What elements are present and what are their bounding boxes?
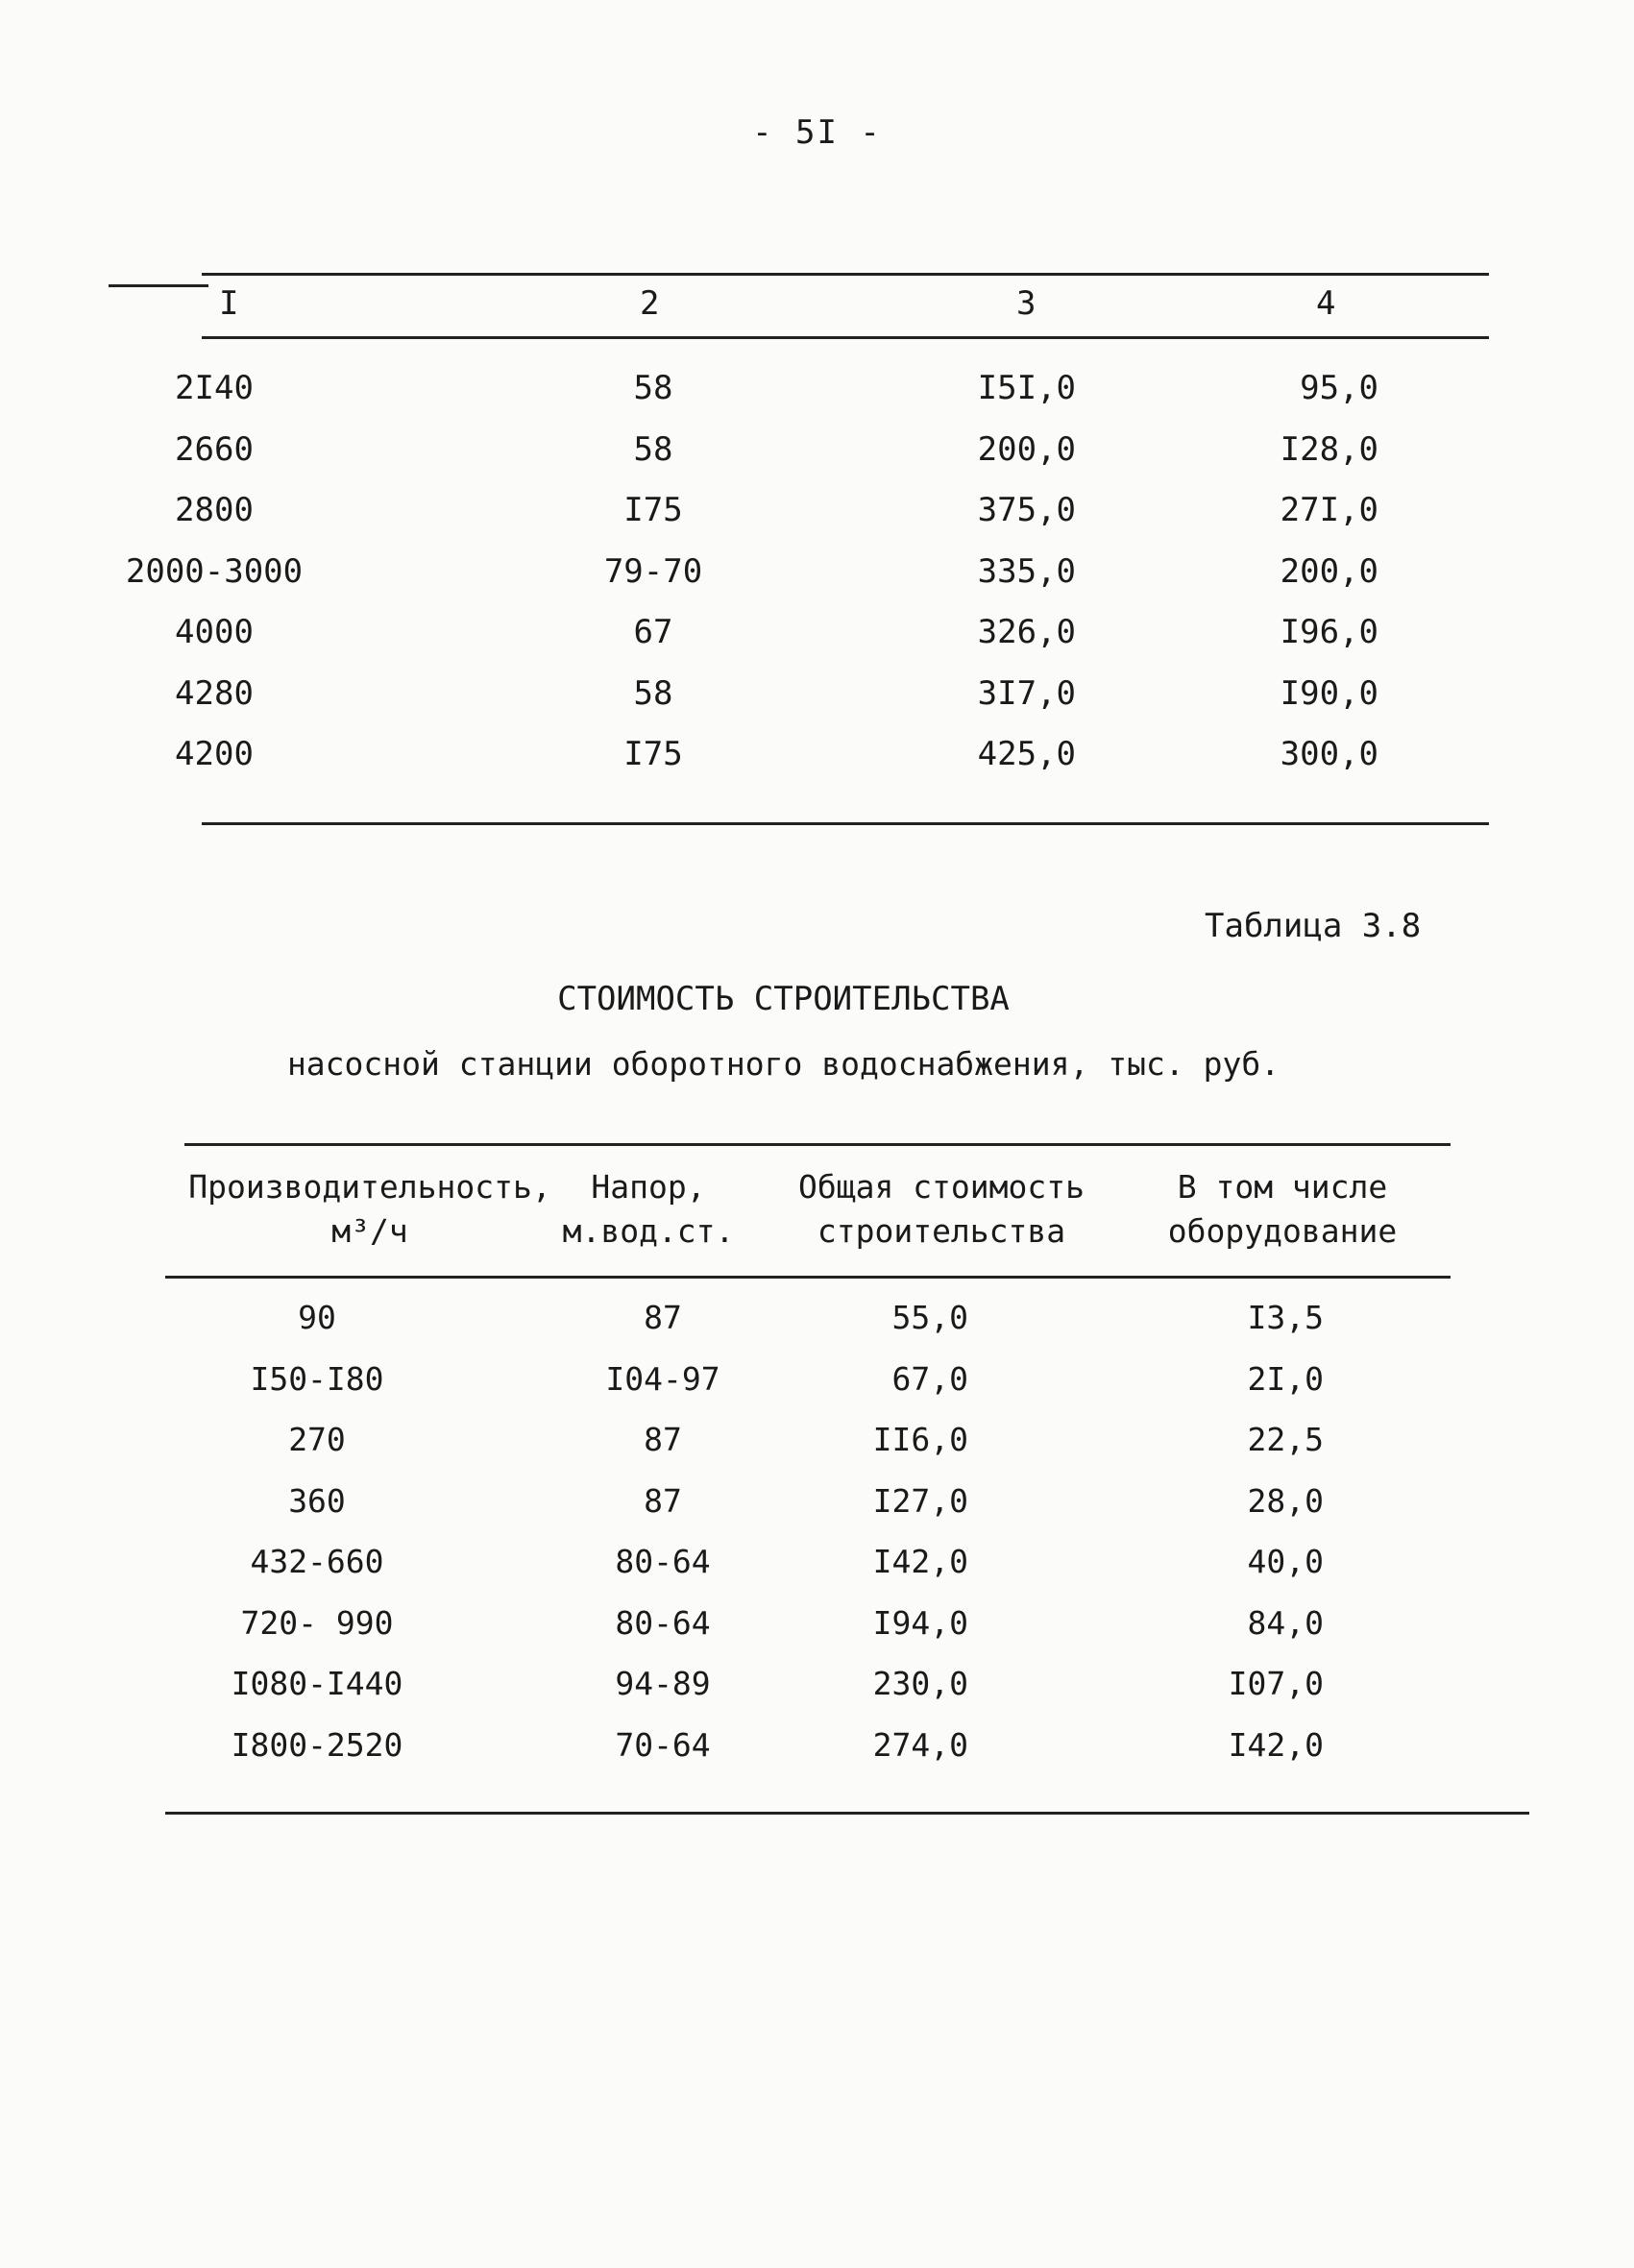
table-1-cell-head: 58 [633, 673, 673, 713]
table-2-cell-total-cost: 230,0 [872, 1665, 968, 1702]
table-1-cell-cost: 375,0 [977, 491, 1076, 529]
header-equipment-line1: В том числе [1177, 1168, 1388, 1206]
table-1-cell-equipment: I96,0 [1280, 613, 1378, 651]
table-2-cell-equipment: 40,0 [1247, 1543, 1324, 1580]
table-2-cell-total-cost: 67,0 [891, 1359, 968, 1398]
table-1-cell-cost: 425,0 [977, 735, 1076, 773]
table-2-cell-capacity: 432-660 [250, 1543, 384, 1580]
table-2-cell-equipment: 84,0 [1247, 1603, 1324, 1642]
table-2-cell-head: 80-64 [615, 1543, 711, 1580]
table-1-cell-cost: I5I,0 [977, 369, 1076, 407]
table-2-bottom-rule [165, 1812, 1529, 1815]
table-1-cell-cost: 200,0 [977, 429, 1076, 469]
header-total-cost-line1: Общая стоимость [797, 1168, 1085, 1206]
table-2-header-total-cost [788, 1165, 1095, 1254]
table-1-col-4-header: 4 [1316, 284, 1336, 323]
table-2-cell-equipment: 2I,0 [1247, 1359, 1324, 1398]
table-1-cell-head: 79-70 [603, 551, 703, 591]
table-2-cell-head: 87 [644, 1421, 682, 1458]
table-1-cell-cost: 326,0 [977, 613, 1076, 651]
table-2-cell-capacity: I080-I440 [231, 1665, 403, 1702]
table-2-cell-total-cost: II6,0 [872, 1421, 968, 1458]
header-capacity-line1: Производительность, [188, 1168, 551, 1206]
table-2-cell-total-cost: 55,0 [891, 1299, 968, 1336]
table-2-cell-total-cost: I27,0 [872, 1481, 968, 1520]
table-2-cell-head: 70-64 [615, 1725, 711, 1764]
table-2-cell-head: 94-89 [615, 1665, 711, 1702]
table-1-cell-equipment: 200,0 [1280, 551, 1378, 591]
table-2-cell-head: 80-64 [615, 1603, 711, 1642]
table-1-cell-cost: 335,0 [977, 551, 1076, 591]
table-label: Таблица 3.8 [1205, 907, 1422, 945]
table-2-cell-total-cost: I94,0 [872, 1603, 968, 1642]
table-1-cell-capacity: 2000-3000 [125, 551, 304, 591]
table-1-cell-equipment: I90,0 [1280, 673, 1378, 713]
table-1-cell-head: 58 [633, 369, 673, 407]
table-1-cell-cost: 3I7,0 [977, 673, 1076, 713]
table-2-cell-capacity: 90 [298, 1299, 336, 1336]
table-2-top-rule [184, 1143, 1451, 1146]
table-1-cell-capacity: 4000 [175, 613, 254, 651]
table-1-col-2-header: 2 [640, 284, 660, 323]
header-total-cost-line2: строительства [817, 1212, 1066, 1250]
table-1-top-rule-stub [109, 284, 208, 287]
table-2-cell-capacity: 270 [288, 1421, 346, 1458]
table-1-cell-head: I75 [623, 491, 683, 529]
table-2-cell-capacity: I800-2520 [231, 1725, 403, 1764]
table-2-header-capacity [173, 1165, 567, 1254]
table-2-cell-capacity: 360 [288, 1481, 346, 1520]
table-2-cell-equipment: 28,0 [1247, 1481, 1324, 1520]
table-1-cell-capacity: 2I40 [175, 369, 254, 407]
table-2-cell-head: 87 [644, 1299, 682, 1336]
table-1-cell-capacity: 2660 [175, 429, 254, 469]
table-1-cell-equipment: I28,0 [1280, 429, 1378, 469]
header-head-line1: Напор, [591, 1168, 706, 1206]
table-2-cell-equipment: I07,0 [1228, 1665, 1324, 1702]
table-1-col-3-header: 3 [1016, 284, 1036, 323]
table-1-cell-head: 67 [633, 613, 673, 651]
table-2-header-rule [165, 1276, 1451, 1279]
table-1-bottom-rule [202, 822, 1489, 825]
table-title: СТОИМОСТЬ СТРОИТЕЛЬСТВА [557, 980, 1010, 1018]
header-capacity-line2: м³/ч [331, 1212, 408, 1250]
table-2-cell-equipment: I3,5 [1247, 1299, 1324, 1336]
table-1-header-rule [202, 336, 1489, 339]
table-1-col-1-header: I [219, 284, 239, 323]
table-2-cell-equipment: 22,5 [1247, 1421, 1324, 1458]
table-2-cell-total-cost: I42,0 [872, 1543, 968, 1580]
table-2-header-equipment [1143, 1165, 1422, 1254]
table-1-cell-head: 58 [633, 429, 673, 469]
table-2-cell-head: 87 [644, 1481, 682, 1520]
table-subtitle: насосной станции оборотного водоснабжения, тыс. руб. [286, 1045, 1280, 1083]
table-2-cell-total-cost: 274,0 [872, 1725, 968, 1764]
table-1-cell-equipment: 95,0 [1300, 369, 1378, 407]
table-1-cell-head: I75 [623, 735, 683, 773]
table-1-cell-capacity: 4280 [175, 673, 254, 713]
page-number: - 5I - [752, 113, 882, 152]
table-1-cell-capacity: 2800 [175, 491, 254, 529]
table-2-header-head [548, 1165, 749, 1254]
table-2-cell-equipment: I42,0 [1228, 1725, 1324, 1764]
table-2-cell-capacity: 720- 990 [240, 1603, 394, 1642]
table-1-cell-capacity: 4200 [175, 735, 254, 773]
table-1-cell-equipment: 27I,0 [1280, 491, 1378, 529]
table-1-top-rule [202, 273, 1489, 276]
header-equipment-line2: оборудование [1167, 1212, 1398, 1250]
header-head-line2: м.вод.ст. [562, 1212, 735, 1250]
table-2-cell-capacity: I50-I80 [250, 1359, 384, 1398]
table-2-cell-head: I04-97 [605, 1359, 720, 1398]
table-1-cell-equipment: 300,0 [1280, 735, 1378, 773]
